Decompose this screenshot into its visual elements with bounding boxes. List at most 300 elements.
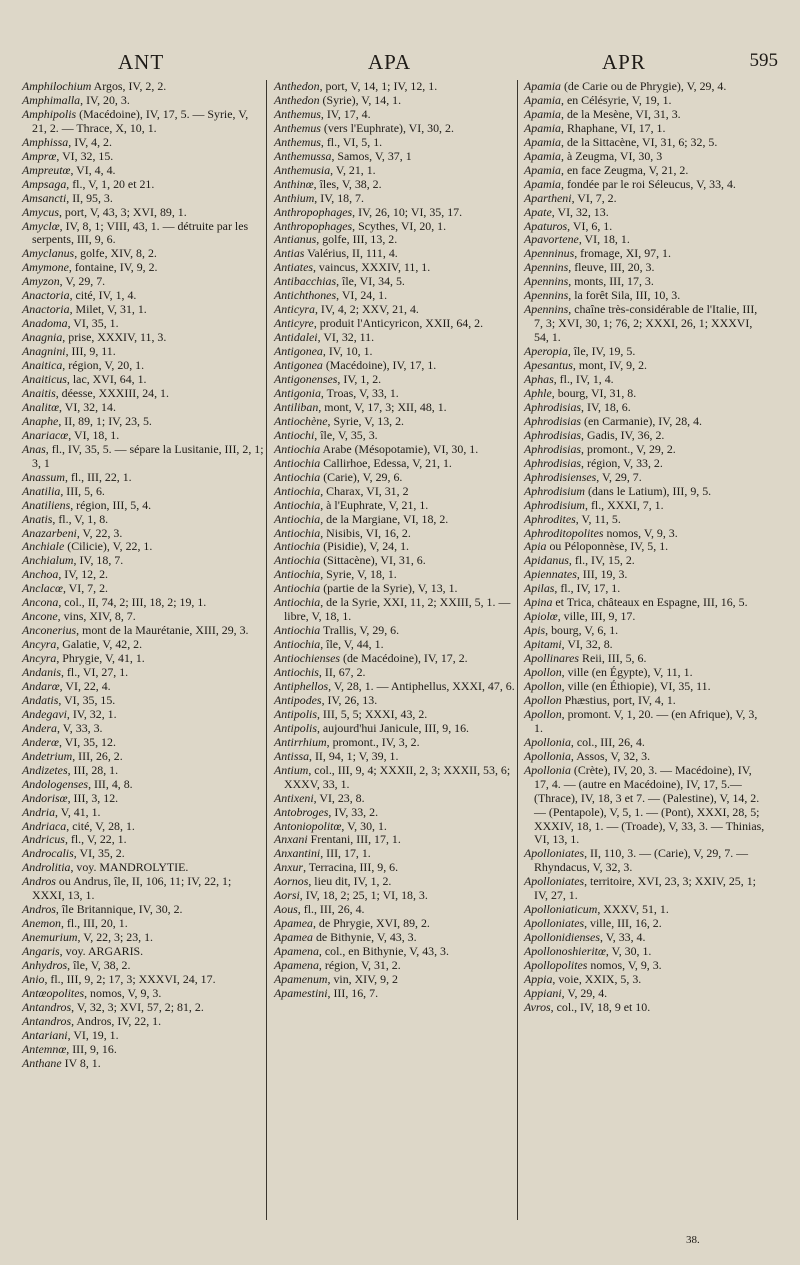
index-entry [524, 666, 766, 680]
entry-references: , à Zeugma, VI, 30, 3 [561, 148, 663, 163]
entry-term: Anthium [274, 190, 315, 205]
index-entry [524, 624, 766, 638]
entry-term: Apiennates [524, 567, 577, 582]
index-entry [22, 624, 264, 638]
entry-references: , III, 19, 3. [576, 567, 628, 582]
entry-term: Antiates [274, 260, 313, 275]
entry-references: , de la Sittacène, VI, 31, 6; 32, 5. [561, 134, 718, 149]
entry-references: , III, 3, 12. [67, 790, 119, 805]
entry-references: (Cilicie), V, 22, 1. [64, 539, 153, 554]
index-entry [524, 694, 766, 708]
entry-references: (dans le Latium), III, 9, 5. [585, 483, 712, 498]
entry-references: , II, 94, 1; V, 39, 1. [309, 748, 399, 763]
entry-references: , île, VI, 34, 5. [336, 274, 405, 289]
entry-term: Anadoma [22, 316, 68, 331]
entry-references: , fondée par le roi Séleucus, V, 33, 4. [561, 176, 736, 191]
entry-term: Aphrodisias [524, 455, 582, 470]
entry-term: Anthemussa [274, 148, 332, 163]
index-entry [22, 108, 264, 136]
index-entry [524, 568, 766, 582]
index-entry [524, 387, 766, 401]
entry-term: Antiochia [274, 581, 321, 596]
entry-term: Antiochia [274, 511, 321, 526]
entry-references: , VI, 6, 1. [567, 218, 613, 233]
index-entry [22, 973, 264, 987]
index-entry [524, 847, 766, 875]
entry-term: Antiochia [274, 469, 321, 484]
entry-term: Anazarbeni [22, 525, 77, 540]
entry-references: , fl., III, 20, 1. [60, 916, 128, 931]
index-entry [22, 959, 264, 973]
entry-references: , VI, 35, 2. [73, 846, 125, 861]
index-entry [22, 527, 264, 541]
entry-term: Anchoa [22, 567, 59, 582]
entry-term: Antœopolites [22, 985, 85, 1000]
index-entry [274, 471, 516, 485]
entry-references: (Sittacène), VI, 31, 6. [320, 553, 426, 568]
entry-term: Angaris [22, 944, 60, 959]
entry-references: , promont., V, 29, 2. [581, 441, 676, 456]
index-column-2 [274, 80, 516, 1001]
index-entry [22, 820, 264, 834]
entry-references: , fl., V, 22, 1. [64, 832, 127, 847]
entry-references: , III, 4, 8. [88, 776, 133, 791]
index-entry [22, 610, 264, 624]
index-entry [22, 387, 264, 401]
entry-references: , Rhaphane, VI, 17, 1. [561, 120, 666, 135]
entry-term: Apenninus [524, 246, 575, 261]
entry-references: , XXXV, 51, 1. [597, 902, 669, 917]
entry-references: , V, 33, 3. [57, 720, 103, 735]
entry-term: Anactoria [22, 288, 70, 303]
entry-term: Aphrodisienses [524, 469, 597, 484]
entry-references: Trallis, V, 29, 6. [320, 623, 400, 638]
index-entry [22, 80, 264, 94]
entry-references: , cité, IV, 1, 4. [69, 288, 137, 303]
entry-term: Antixeni [274, 790, 314, 805]
index-entry [274, 917, 516, 931]
entry-term: Amphilochium [22, 79, 92, 93]
index-entry [22, 987, 264, 1001]
entry-term: Antiochi [274, 427, 315, 442]
index-entry [22, 261, 264, 275]
entry-references: , IV, 33, 2. [328, 804, 379, 819]
entry-term: Anthemus [274, 120, 321, 135]
entry-references: , mont de la Maurétanie, XIII, 29, 3. [76, 623, 249, 638]
column-rule [517, 80, 518, 1220]
index-entry [274, 429, 516, 443]
entry-term: Anemon [22, 916, 61, 931]
entry-term: Anticyra [274, 302, 315, 317]
entry-term: Ancone [22, 609, 58, 624]
index-entry [22, 373, 264, 387]
index-entry [274, 122, 516, 136]
entry-term: Amyzon [22, 274, 60, 289]
index-entry [524, 164, 766, 178]
index-entry [524, 708, 766, 736]
entry-term: Antidalei [274, 330, 318, 345]
entry-references: , IV, 4, 2; XXV, 21, 4. [314, 302, 419, 317]
index-entry [524, 499, 766, 513]
index-entry [22, 1057, 264, 1071]
index-entry [22, 513, 264, 527]
entry-references: , produit l'Anticyricon, XXII, 64, 2. [313, 316, 484, 331]
entry-references: (Macédoine), IV, 17, 1. [322, 358, 437, 373]
entry-references: , II, 89, 1; IV, 23, 5. [58, 413, 152, 428]
entry-term: Apesantus [524, 358, 573, 373]
entry-references: et Trica, châteaux en Espagne, III, 16, 5. [552, 595, 748, 610]
entry-term: Andria [22, 804, 56, 819]
index-entry [274, 833, 516, 847]
entry-references: , ville, III, 16, 2. [584, 916, 662, 931]
index-entry [274, 764, 516, 792]
entry-term: Aperopia [524, 344, 568, 359]
entry-references: , île, V, 44, 1. [320, 637, 384, 652]
index-entry [22, 1015, 264, 1029]
index-entry [524, 220, 766, 234]
entry-references: Frentani, III, 17, 1. [307, 832, 401, 847]
entry-term: Aphrodisium [524, 497, 585, 512]
entry-term: Aphrodisias [524, 441, 582, 456]
index-entry [22, 136, 264, 150]
entry-term: Antipodes [274, 692, 322, 707]
entry-term: Ancyra [22, 651, 57, 666]
entry-references: , III, 5, 6. [60, 483, 105, 498]
entry-references: , III, 5, 5; XXXI, 43, 2. [316, 706, 428, 721]
entry-references: , mont, IV, 9, 2. [572, 358, 647, 373]
entry-references: , mont, V, 17, 3; XII, 48, 1. [318, 399, 447, 414]
index-entry [274, 680, 516, 694]
entry-term: Antiochia [274, 525, 321, 540]
index-entry [274, 973, 516, 987]
index-entry [524, 875, 766, 903]
entry-term: Apolloniaticum [524, 902, 598, 917]
entry-references: Argos, IV, 2, 2. [91, 79, 167, 93]
entry-term: Antiochène [274, 413, 328, 428]
index-entry [524, 554, 766, 568]
entry-references: , de la Syrie, XXI, 11, 2; XXIII, 5, 1. — libre, V, 18, 1. [284, 595, 511, 624]
entry-references: Arabe (Mésopotamie), VI, 30, 1. [320, 441, 479, 456]
entry-term: Apollon [524, 692, 562, 707]
index-entry [274, 178, 516, 192]
index-entry [274, 275, 516, 289]
entry-term: Apate [524, 204, 552, 219]
entry-references: , V, 22, 3; 23, 1. [77, 930, 154, 945]
entry-term: Anthropophages [274, 218, 353, 233]
entry-references: , V, 30, 1. [341, 818, 387, 833]
entry-references: (vers l'Euphrate), VI, 30, 2. [320, 120, 454, 135]
index-entry [274, 792, 516, 806]
index-entry [22, 680, 264, 694]
index-entry [524, 122, 766, 136]
entry-term: Apennins [524, 260, 569, 275]
entry-term: Andera [22, 720, 58, 735]
entry-term: Antipolis [274, 706, 317, 721]
entry-term: Apollonoshieritœ [524, 944, 606, 959]
entry-references: , VI, 32, 11. [317, 330, 375, 345]
entry-term: Anhydros [22, 958, 68, 973]
entry-term: Anatis [22, 511, 53, 526]
index-entry [22, 931, 264, 945]
entry-references: , Scythes, VI, 20, 1. [352, 218, 447, 233]
index-entry [524, 931, 766, 945]
index-entry [274, 722, 516, 736]
entry-references: Reii, III, 5, 6. [579, 651, 647, 666]
entry-references: , île, V, 35, 3. [314, 427, 378, 442]
index-entry [22, 471, 264, 485]
entry-term: Anatilia [22, 483, 61, 498]
index-entry [274, 540, 516, 554]
entry-references: , golfe, III, 13, 2. [316, 232, 398, 247]
index-entry [524, 373, 766, 387]
entry-references: , nomos, V, 9, 3. [84, 985, 162, 1000]
index-entry [274, 959, 516, 973]
entry-references: , V, 41, 1. [55, 804, 101, 819]
index-column-1 [22, 80, 264, 1071]
entry-references: , III, 9, 16. [66, 1041, 117, 1056]
entry-references: , fl., IV, 35, 5. — sépare la Lusitanie, III, 2, 1; 3, 1 [32, 441, 264, 470]
index-entry [22, 150, 264, 164]
index-entry [22, 1029, 264, 1043]
entry-term: Amphipolis [22, 106, 77, 121]
index-entry [274, 554, 516, 568]
index-entry [274, 345, 516, 359]
entry-references: , vin, XIV, 9, 2 [327, 972, 398, 986]
entry-references: , col., III, 9, 4; XXXII, 2, 3; XXXII, 53, 6; XXXV, 33, 1. [284, 762, 511, 791]
entry-term: Andatis [22, 692, 59, 707]
index-entry [274, 806, 516, 820]
entry-term: Ancona [22, 595, 59, 610]
entry-term: Avros [524, 999, 551, 1014]
entry-references: , région, V, 31, 2. [318, 958, 401, 973]
index-entry [22, 736, 264, 750]
entry-references: , IV, 18, 7. [73, 553, 124, 568]
entry-term: Andricus [22, 832, 65, 847]
entry-references: nomos, V, 9, 3. [603, 525, 678, 540]
index-entry [524, 443, 766, 457]
entry-references: , IV, 4, 2. [68, 134, 112, 149]
index-entry [524, 987, 766, 1001]
entry-references: , Terracina, III, 9, 6. [303, 860, 399, 875]
entry-term: Anchiale [22, 539, 65, 554]
entry-references: , fl., IV, 15, 2. [568, 553, 635, 568]
entry-references: , V, 28, 1. — Antiphellus, XXXI, 47, 6. [328, 678, 515, 693]
entry-references: (partie de la Syrie), V, 13, 1. [320, 581, 458, 596]
index-entry [22, 722, 264, 736]
entry-references: , fromage, XI, 97, 1. [574, 246, 671, 261]
entry-term: Antandros [22, 1013, 72, 1028]
entry-term: Aorsi [274, 888, 300, 903]
entry-references: , V, 30, 1. [605, 944, 652, 959]
entry-term: Ancyra [22, 637, 57, 652]
entry-term: Aous [274, 902, 298, 917]
entry-term: Antissa [274, 748, 310, 763]
entry-term: Antiochia [274, 623, 321, 638]
entry-references: , promont. V, 1, 20. — (en Afrique), V, 3, 1. [534, 706, 758, 735]
entry-term: Antigonia [274, 385, 321, 400]
entry-references: , lieu dit, IV, 1, 2. [308, 874, 392, 889]
entry-references: (Carie), V, 29, 6. [320, 469, 403, 484]
entry-references: , à l'Euphrate, V, 21, 1. [320, 497, 429, 512]
entry-term: Anas [22, 441, 46, 456]
index-entry [274, 945, 516, 959]
signature-mark: 38. [686, 1234, 700, 1246]
entry-references: , II, 67, 2. [318, 665, 366, 680]
index-entry [22, 247, 264, 261]
entry-references: , IV, 26, 10; VI, 35, 17. [352, 204, 463, 219]
entry-references: , VI, 32, 14. [59, 399, 116, 414]
entry-term: Antigonea [274, 358, 323, 373]
entry-term: Anio [22, 972, 45, 986]
index-entry [274, 443, 516, 457]
entry-term: Antiochia [274, 497, 321, 512]
entry-references: , prise, XXXIV, 11, 3. [62, 330, 167, 345]
entry-references: , fleuve, III, 20, 3. [568, 260, 655, 275]
index-entry [524, 429, 766, 443]
index-entry [524, 457, 766, 471]
entry-references: , IV, 8, 1; VIII, 43, 1. — détruite par les serpents, III, 9, 6. [32, 218, 249, 247]
header-center: APA [368, 50, 412, 74]
index-entry [274, 401, 516, 415]
entry-term: Apamena [274, 958, 319, 973]
entry-references: , V, 11, 5. [575, 511, 621, 526]
entry-references: , vaincus, XXXIV, 11, 1. [312, 260, 431, 275]
index-entry [22, 750, 264, 764]
index-entry [274, 903, 516, 917]
index-entry [274, 708, 516, 722]
entry-term: Anaiticus [22, 372, 67, 387]
index-entry [22, 192, 264, 206]
index-entry [274, 206, 516, 220]
entry-term: Anthemus [274, 106, 321, 121]
entry-references: , IV, 26, 13. [321, 692, 378, 707]
index-entry [22, 345, 264, 359]
entry-references: , fl., VI, 27, 1. [60, 665, 129, 680]
entry-term: Androlitia [22, 860, 71, 875]
index-entry [22, 708, 264, 722]
entry-term: Antirrhium [274, 734, 327, 749]
index-entry [274, 108, 516, 122]
entry-term: Apamia [524, 148, 561, 163]
index-entry [22, 917, 264, 931]
index-entry [22, 638, 264, 652]
entry-term: Aphrodites [524, 511, 576, 526]
index-entry [274, 373, 516, 387]
entry-term: Aphroditopolites [524, 525, 604, 540]
index-entry [524, 513, 766, 527]
entry-term: Apennins [524, 302, 569, 317]
index-entry [274, 94, 516, 108]
entry-references: , col., IV, 18, 9 et 10. [550, 999, 651, 1014]
index-entry [274, 233, 516, 247]
entry-term: Anactoria [22, 302, 70, 317]
index-entry [524, 917, 766, 931]
entry-term: Antichthones [274, 288, 337, 303]
entry-term: Antium [274, 762, 309, 777]
index-entry [22, 833, 264, 847]
index-entry [524, 959, 766, 973]
entry-term: Andologenses [22, 776, 89, 791]
index-entry [524, 359, 766, 373]
index-entry [274, 987, 516, 1001]
index-entry [22, 847, 264, 861]
entry-term: Apidanus [524, 553, 569, 568]
entry-references: , fl., III, 26, 4. [297, 902, 365, 917]
entry-term: Antiochis [274, 665, 319, 680]
entry-term: Antigonenses [274, 372, 338, 387]
entry-references: (Syrie), V, 14, 1. [319, 92, 402, 107]
index-entry [274, 750, 516, 764]
index-entry [22, 1043, 264, 1057]
entry-references: , VI, 4, 4. [70, 162, 116, 177]
index-entry [274, 889, 516, 903]
entry-term: Apina [524, 595, 553, 610]
index-entry [524, 736, 766, 750]
index-entry [274, 931, 516, 945]
entry-term: Apis [524, 623, 546, 638]
entry-term: Anticyre [274, 316, 314, 331]
entry-references: de Bithynie, V, 43, 3. [312, 930, 417, 945]
entry-references: nomos, V, 9, 3. [587, 958, 662, 973]
entry-term: Andizetes [22, 762, 68, 777]
entry-term: Ampsaga [22, 176, 67, 191]
index-entry [274, 136, 516, 150]
entry-term: Anthinœ [274, 176, 314, 191]
entry-term: Apia [524, 539, 547, 554]
entry-term: Antiochia [274, 441, 321, 456]
entry-term: Anemurium [22, 930, 78, 945]
entry-references: , monts, III, 17, 3. [568, 274, 654, 289]
entry-term: Apamena [274, 944, 319, 959]
entry-term: Anthedon [274, 92, 320, 107]
entry-term: Antiochia [274, 539, 321, 554]
entry-term: Antianus [274, 232, 317, 247]
entry-references: , VI, 7, 2. [62, 581, 108, 596]
entry-term: Antiochia [274, 567, 321, 582]
entry-references: , fl., V, 1, 8. [52, 511, 109, 526]
entry-term: Aphas [524, 372, 554, 387]
entry-term: Amsancti [22, 190, 67, 205]
index-entry [274, 596, 516, 624]
entry-references: , fl., VI, 5, 1. [320, 134, 383, 149]
index-entry [524, 540, 766, 554]
entry-references: , Troas, V, 33, 1. [320, 385, 399, 400]
index-entry [524, 764, 766, 848]
entry-term: Antiochienses [274, 651, 341, 666]
index-entry [22, 652, 264, 666]
entry-references: , fl., V, 1, 20 et 21. [66, 176, 155, 191]
entry-references: , VI, 32, 8. [561, 637, 613, 652]
entry-references: , Galatie, V, 42, 2. [56, 637, 143, 652]
entry-term: Antiochia [274, 595, 321, 610]
entry-term: Apavortene [524, 232, 579, 247]
entry-term: Antibacchias [274, 274, 337, 289]
entry-references: , vins, XIV, 8, 7. [57, 609, 136, 624]
entry-term: Amyclanus [22, 246, 75, 261]
column-rule [266, 80, 267, 1220]
entry-references: , île, V, 38, 2. [67, 958, 131, 973]
entry-references: , III, 26, 2. [72, 748, 123, 763]
index-entry [524, 945, 766, 959]
entry-term: Apollon [524, 706, 562, 721]
entry-term: Andarœ [22, 678, 60, 693]
entry-term: Andorisœ [22, 790, 68, 805]
entry-references: , VI, 35, 12. [59, 734, 116, 749]
index-entry [524, 247, 766, 261]
entry-references: , voie, XXIX, 5, 3. [552, 972, 642, 986]
index-entry [22, 415, 264, 429]
index-entry [22, 359, 264, 373]
